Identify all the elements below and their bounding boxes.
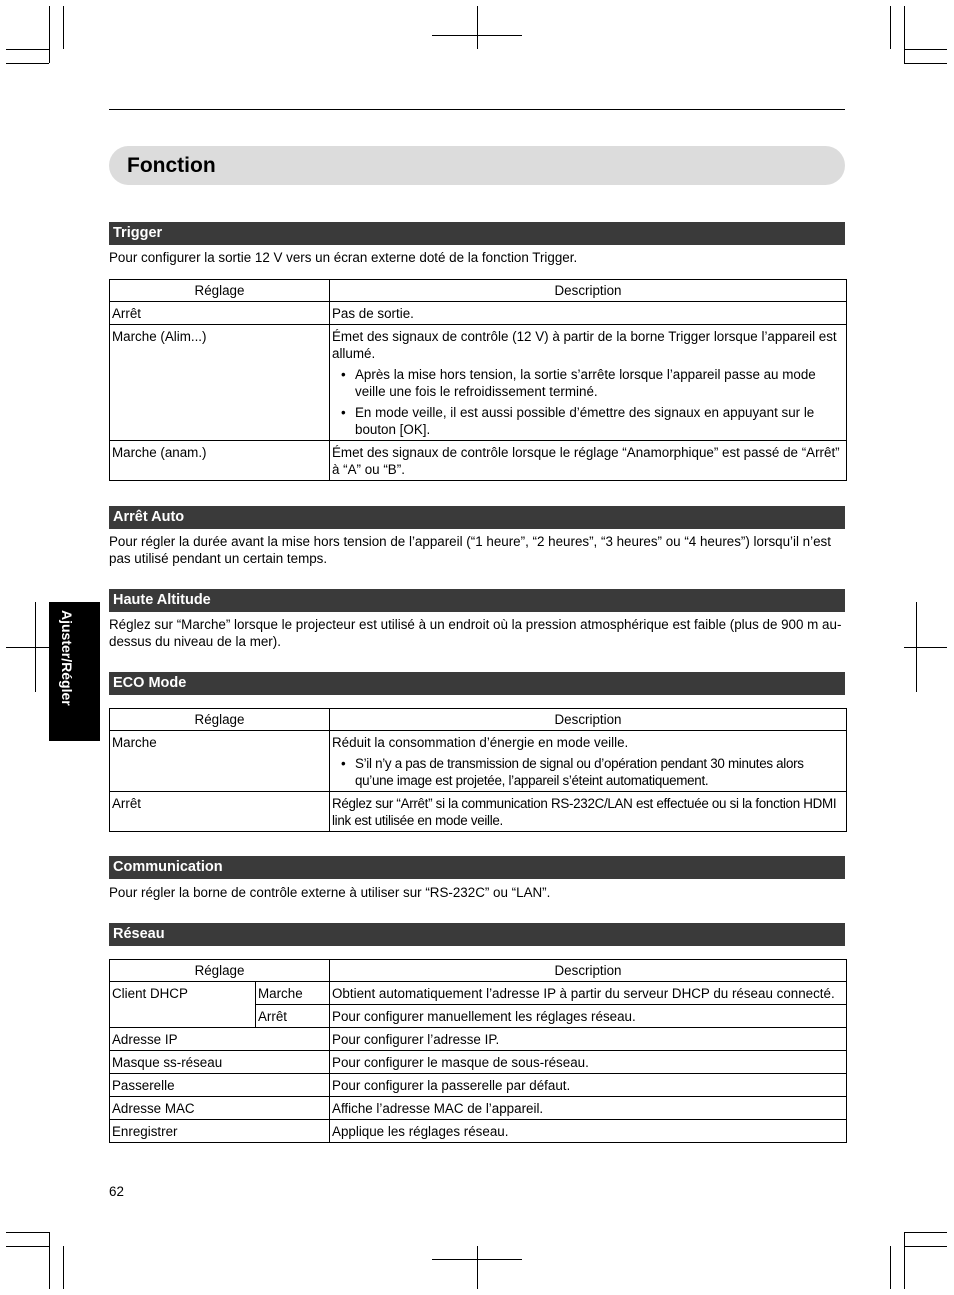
description-cell: Applique les réglages réseau.	[330, 1120, 847, 1143]
page-title: Fonction	[127, 154, 216, 177]
section-heading-text: Trigger	[113, 225, 163, 241]
setting-cell: Adresse MAC	[110, 1097, 330, 1120]
description-cell: Obtient automatiquement l’adresse IP à partir du serveur DHCP du réseau connecté.	[330, 982, 847, 1005]
section-heading-communication	[109, 856, 845, 879]
bullet-item: • Après la mise hors tension, la sortie s’arrête lorsque l’appareil passe au mode veille une fois le refroidissement terminé.	[332, 366, 844, 400]
section-heading-reseau	[109, 923, 845, 946]
table-header-row	[110, 709, 847, 731]
table-header-row	[110, 960, 847, 982]
communication-text: Pour régler la borne de contrôle externe à utiliser sur “RS-232C” ou “LAN”.	[109, 885, 551, 900]
description-cell: Pour configurer manuellement les réglages réseau.	[330, 1005, 847, 1028]
section-heading-text: ECO Mode	[113, 675, 187, 691]
table-row	[110, 1051, 847, 1074]
column-header-setting: Réglage	[110, 709, 330, 731]
bullet-item: • S’il n’y a pas de transmission de signal ou d’opération pendant 30 minutes alors qu’une image est projetée, l’appareil s’éteint automatiquement.	[332, 755, 844, 789]
table-row	[110, 1097, 847, 1120]
description-cell: Pour configurer l’adresse IP.	[330, 1028, 847, 1051]
section-heading-trigger	[109, 222, 845, 245]
page-title-bar	[109, 146, 845, 185]
side-tab-label: Ajuster/Régler	[59, 610, 75, 706]
description-cell	[330, 325, 847, 441]
column-header-setting: Réglage	[110, 960, 330, 982]
setting-cell: Client DHCP	[110, 982, 256, 1028]
setting-cell: Arrêt	[110, 302, 330, 325]
table-row	[110, 1120, 847, 1143]
description-text: Émet des signaux de contrôle (12 V) à partir de la borne Trigger lorsque l’appareil est allumé.	[332, 329, 837, 361]
table-row	[110, 792, 847, 832]
table-row	[110, 302, 847, 325]
description-cell: Pour configurer le masque de sous-réseau.	[330, 1051, 847, 1074]
sub-setting-cell: Marche	[256, 982, 330, 1005]
table-header-row	[110, 280, 847, 302]
section-heading-eco-mode	[109, 672, 845, 695]
sub-setting-cell: Arrêt	[256, 1005, 330, 1028]
column-header-description: Description	[330, 280, 847, 302]
description-cell: Émet des signaux de contrôle lorsque le réglage “Anamorphique” est passé de “Arrêt” à “A” ou “B”.	[330, 441, 847, 481]
bullet-item: • En mode veille, il est aussi possible d’émettre des signaux en appuyant sur le bouton [OK].	[332, 404, 844, 438]
description-text: Réduit la consommation d’énergie en mode veille.	[332, 735, 629, 750]
section-heading-text: Haute Altitude	[113, 592, 211, 608]
section-heading-text: Communication	[113, 859, 223, 875]
setting-cell: Enregistrer	[110, 1120, 330, 1143]
column-header-description: Description	[330, 960, 847, 982]
table-row	[110, 1028, 847, 1051]
section-heading-text: Réseau	[113, 926, 165, 942]
setting-cell: Marche	[110, 731, 330, 792]
setting-cell: Adresse IP	[110, 1028, 330, 1051]
setting-cell: Arrêt	[110, 792, 330, 832]
table-row	[110, 325, 847, 441]
setting-cell: Marche (anam.)	[110, 441, 330, 481]
arret-auto-text: Pour régler la durée avant la mise hors tension de l’appareil (“1 heure”, “2 heures”, “3 heures” ou “4 heures”) lorsqu’il n’est pas utilisé pendant un certain temps.	[109, 534, 831, 566]
description-cell: Réglez sur “Arrêt” si la communication RS-232C/LAN est effectuée ou si la fonction HDMI link est utilisée en mode veille.	[330, 792, 847, 832]
description-cell: Pour configurer la passerelle par défaut.	[330, 1074, 847, 1097]
description-cell: Affiche l’adresse MAC de l’appareil.	[330, 1097, 847, 1120]
table-row	[110, 982, 847, 1005]
eco-mode-table	[109, 708, 847, 832]
setting-cell: Passerelle	[110, 1074, 330, 1097]
table-row	[110, 731, 847, 792]
description-cell	[330, 731, 847, 792]
header-rule	[109, 109, 845, 110]
description-cell: Pas de sortie.	[330, 302, 847, 325]
section-heading-text: Arrêt Auto	[113, 509, 185, 525]
column-header-setting: Réglage	[110, 280, 330, 302]
trigger-table	[109, 279, 847, 481]
column-header-description: Description	[330, 709, 847, 731]
side-tab	[49, 602, 100, 741]
setting-cell: Marche (Alim...)	[110, 325, 330, 441]
setting-cell: Masque ss-réseau	[110, 1051, 330, 1074]
table-row	[110, 441, 847, 481]
trigger-intro: Pour configurer la sortie 12 V vers un écran externe doté de la fonction Trigger.	[109, 250, 578, 265]
haute-altitude-text: Réglez sur “Marche” lorsque le projecteur est utilisé à un endroit où la pression atmosphérique est faible (plus de 900 m au-dessus du niveau de la mer).	[109, 617, 842, 649]
section-heading-haute-altitude	[109, 589, 845, 612]
page-number: 62	[109, 1184, 124, 1199]
reseau-table	[109, 959, 847, 1143]
section-heading-arret-auto	[109, 506, 845, 529]
table-row	[110, 1074, 847, 1097]
